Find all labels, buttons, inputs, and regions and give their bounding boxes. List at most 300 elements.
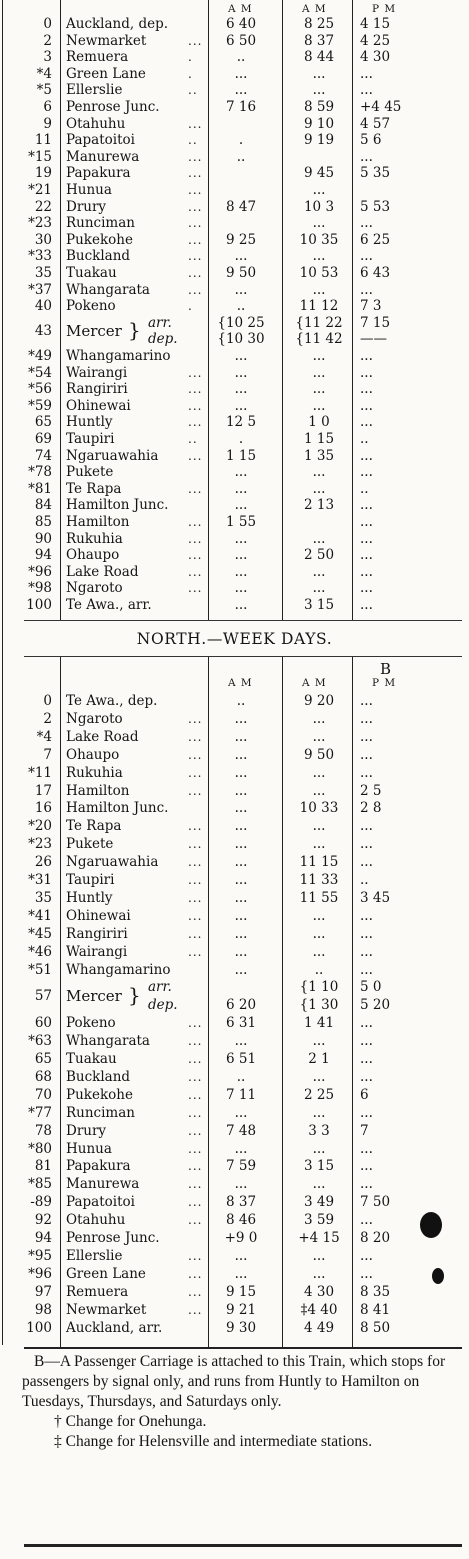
time-cell: ... [360, 746, 373, 763]
leader-dots: .. [188, 133, 198, 148]
mileage: *54 [28, 364, 52, 381]
mileage: 100 [26, 1319, 52, 1336]
timetable-row [0, 165, 469, 181]
bottom-rule [24, 1544, 462, 1547]
timetable-row [0, 1194, 469, 1210]
mileage: 74 [34, 447, 52, 464]
timetable-row [0, 82, 469, 98]
timetable-row [0, 1248, 469, 1264]
time-cell: 2 1 [308, 1051, 330, 1067]
time-cell: ... [234, 710, 248, 727]
mileage: 11 [34, 132, 52, 149]
time-cell: ... [360, 818, 373, 835]
leader-dots: ... [188, 249, 203, 264]
time-cell: ... [312, 1104, 326, 1121]
time-cell: ... [234, 497, 248, 514]
station-name: Otahuhu [66, 115, 126, 132]
time-cell: ... [360, 1140, 373, 1157]
mileage: *23 [28, 836, 52, 853]
mileage: *37 [28, 281, 52, 298]
time-cell: 2 13 [303, 497, 335, 514]
leader-dots: ... [188, 216, 203, 231]
leader-dots: ... [188, 819, 203, 834]
time-cell: 1 15 [225, 447, 257, 464]
leader-dots: ... [188, 365, 203, 380]
col-header-1: A M [228, 3, 253, 15]
station-name: Ngaruawahia [66, 854, 159, 871]
station-name: Te Awa., dep. [66, 693, 158, 709]
time-cell: 11 33 [299, 872, 339, 888]
station-name: Ohaupo [66, 547, 120, 564]
timetable-row [0, 348, 469, 364]
leader-dots: ... [188, 729, 203, 744]
mileage: *78 [28, 464, 52, 481]
leader-dots: ... [188, 908, 203, 923]
time-cell: ... [360, 1176, 373, 1193]
time-cell: 6 [360, 1086, 369, 1103]
train-b-note: B—A Passenger Carriage is attached to this Train, which stops for passengers by signal only, and runs from Huntly to Hamilton on Tuesdays, Thursdays, and Saturdays only. [22, 1353, 446, 1410]
ink-blot [432, 1268, 444, 1284]
timetable-row [0, 564, 469, 580]
col-header-3: P M [372, 677, 397, 689]
mileage: 68 [34, 1068, 52, 1085]
leader-dots: ... [188, 765, 203, 780]
mileage: 69 [34, 431, 52, 447]
mileage: 70 [34, 1086, 52, 1103]
time-cell: ... [312, 710, 326, 727]
time-cell: {10 25 [217, 314, 265, 331]
mileage: 2 [43, 710, 52, 727]
time-cell: 10 3 [303, 198, 335, 215]
time-cell: 8 46 [225, 1212, 257, 1229]
time-cell: ... [360, 1033, 373, 1050]
time-cell: 9 20 [303, 693, 335, 709]
time-cell: .. [360, 872, 369, 888]
time-cell: ... [234, 1033, 248, 1050]
leader-dots: .. [188, 83, 198, 98]
time-cell: 9 45 [303, 165, 335, 182]
time-cell: ... [312, 281, 326, 298]
mileage: 43 [34, 323, 52, 340]
station-name: Rukuhia [66, 764, 123, 781]
mileage: *33 [28, 248, 52, 265]
time-cell: 6 51 [225, 1051, 257, 1067]
station-name: Penrose Junc. [66, 1230, 160, 1246]
time-cell: ... [234, 65, 248, 82]
brace: } [128, 983, 141, 1008]
time-cell: ... [312, 480, 326, 497]
leader-dots: ... [188, 747, 203, 762]
time-cell: 4 25 [360, 32, 391, 49]
time-cell: 6 43 [360, 265, 391, 281]
time-cell: ... [360, 1247, 373, 1264]
leader-dots: ... [188, 149, 203, 164]
timetable-row [0, 711, 469, 727]
leader-dots: ... [188, 1123, 203, 1138]
time-cell: ... [234, 746, 248, 763]
station-name: Remuera [66, 49, 129, 66]
section-rule [24, 620, 462, 621]
time-cell: 1 35 [303, 447, 335, 464]
time-cell: ... [312, 1247, 326, 1264]
double-dagger-note: ‡ Change for Helensville and intermediate stations. [54, 1433, 373, 1450]
station-name: Wairangi [66, 364, 128, 381]
mileage: 16 [34, 800, 52, 817]
time-cell: 4 49 [303, 1319, 335, 1336]
time-cell: 11 12 [299, 298, 339, 315]
time-cell: ... [312, 580, 326, 597]
time-cell: 1 41 [303, 1015, 335, 1032]
time-cell: ... [234, 818, 248, 835]
leader-dots: ... [188, 481, 203, 496]
time-cell: ... [360, 580, 373, 597]
time-cell: .. [314, 961, 324, 978]
station-name: Ohinewai [66, 397, 131, 414]
mileage: 57 [34, 988, 52, 1005]
station-name: Whangamarino [66, 961, 171, 978]
timetable-row [0, 315, 469, 348]
time-cell: 8 25 [303, 16, 335, 32]
time-cell: ... [312, 1140, 326, 1157]
station-name: Drury [66, 1122, 107, 1139]
time-cell: ... [312, 364, 326, 381]
time-cell: —— [360, 331, 387, 348]
time-cell: ... [360, 597, 373, 613]
time-cell: 8 35 [360, 1283, 391, 1300]
time-cell: 2 50 [303, 547, 335, 564]
mileage: 7 [43, 746, 52, 763]
station-name: Drury [66, 198, 107, 215]
timetable-row [0, 836, 469, 852]
time-cell: ... [234, 728, 248, 745]
station-name: Pukete [66, 464, 114, 481]
timetable-row [0, 531, 469, 547]
mileage: *46 [28, 943, 52, 960]
time-cell: 7 48 [225, 1122, 257, 1139]
time-cell: ... [312, 464, 326, 481]
mileage: 81 [34, 1158, 52, 1175]
mileage: *77 [28, 1104, 52, 1121]
station-name: Papakura [66, 165, 131, 182]
leader-dots: ... [188, 1195, 203, 1210]
time-cell: 3 15 [303, 597, 335, 613]
leader-dots: ... [188, 890, 203, 905]
station-name: Pokeno [66, 298, 116, 315]
station-name: Pukete [66, 836, 114, 853]
station-name: Hamilton Junc. [66, 800, 169, 817]
time-cell: . [238, 132, 244, 149]
time-cell: 8 37 [225, 1194, 257, 1211]
timetable-row [0, 481, 469, 497]
time-cell: 5 6 [360, 132, 382, 149]
footnotes [22, 1352, 467, 1452]
leader-dots: ... [188, 855, 203, 870]
mileage: *4 [36, 65, 52, 82]
time-cell: ... [360, 381, 373, 398]
mileage: *20 [28, 818, 52, 835]
brace: } [128, 318, 141, 343]
mileage: 84 [34, 497, 52, 514]
time-cell: ... [234, 364, 248, 381]
time-cell: ... [234, 381, 248, 398]
time-cell: ... [234, 563, 248, 580]
time-cell: {11 42 [295, 331, 343, 348]
timetable-row [0, 365, 469, 381]
leader-dots: ... [188, 944, 203, 959]
time-cell: ... [234, 580, 248, 597]
time-cell: ... [360, 514, 373, 530]
leader-dots: ... [188, 873, 203, 887]
time-cell: ... [234, 597, 248, 613]
dep-label: dep. [148, 331, 178, 348]
mileage: 35 [34, 265, 52, 281]
time-cell: 9 50 [225, 265, 257, 281]
time-cell: ... [234, 480, 248, 497]
time-cell: 6 31 [225, 1015, 257, 1032]
station-name: Te Rapa [66, 480, 122, 497]
mileage: *81 [28, 480, 52, 497]
time-cell: ... [360, 1104, 373, 1121]
leader-dots: ... [188, 1159, 203, 1174]
time-cell: 10 53 [299, 265, 339, 281]
timetable-row [0, 1069, 469, 1085]
ink-blot [420, 1212, 442, 1238]
station-name: Mercer [66, 987, 122, 1006]
time-cell: ... [360, 907, 373, 924]
leader-dots: ... [188, 199, 203, 214]
time-cell: ... [312, 530, 326, 547]
time-cell: ... [234, 889, 248, 906]
mileage: 90 [34, 530, 52, 547]
timetable-row [0, 783, 469, 799]
time-cell: ... [360, 1212, 373, 1229]
time-cell: ... [360, 563, 373, 580]
time-cell: 1 15 [303, 431, 335, 447]
dep-label: dep. [148, 997, 178, 1014]
time-cell: ... [360, 728, 373, 745]
mileage: *4 [36, 728, 52, 745]
timetable-row [0, 448, 469, 464]
mileage: 0 [43, 693, 52, 709]
mileage: *95 [28, 1247, 52, 1264]
time-cell: 7 3 [360, 298, 382, 315]
timetable-row [0, 1033, 469, 1049]
timetable-row [0, 693, 469, 709]
time-cell: .. [236, 1068, 246, 1085]
station-name: Papakura [66, 1158, 131, 1175]
timetable-row [0, 1158, 469, 1174]
time-cell: 8 44 [303, 49, 335, 66]
leader-dots: ... [188, 1177, 203, 1192]
leader-dots: ... [188, 564, 203, 579]
mileage: -89 [30, 1194, 52, 1211]
station-name: Penrose Junc. [66, 99, 160, 115]
time-cell: ... [234, 530, 248, 547]
mileage: 26 [34, 854, 52, 871]
time-cell: ... [360, 693, 373, 709]
timetable-row [0, 464, 469, 480]
time-cell: ... [360, 1015, 373, 1032]
time-cell: ... [312, 907, 326, 924]
leader-dots: ... [188, 1141, 203, 1156]
north-title: NORTH.—WEEK DAYS. [136, 630, 333, 648]
station-name: Lake Road [66, 563, 139, 580]
mileage: *56 [28, 381, 52, 398]
time-cell: ... [312, 1033, 326, 1050]
time-cell: ... [312, 764, 326, 781]
station-name: Rangiriri [66, 381, 128, 398]
time-cell: ... [234, 925, 248, 942]
mileage: 0 [43, 16, 52, 32]
station-name: Ohaupo [66, 746, 120, 763]
time-cell: 3 45 [360, 889, 391, 906]
station-name: Pukekohe [66, 1086, 133, 1103]
time-cell: ... [360, 547, 373, 564]
time-cell: ... [360, 65, 373, 82]
timetable-row [0, 282, 469, 298]
time-cell: ... [234, 1265, 248, 1282]
station-name: Pokeno [66, 1015, 116, 1032]
time-cell: 10 33 [299, 800, 339, 817]
time-cell: ... [234, 464, 248, 481]
timetable-row [0, 729, 469, 745]
timetable-row [0, 580, 469, 596]
time-cell: ... [360, 961, 373, 978]
time-cell: 8 37 [303, 32, 335, 49]
time-cell: 10 35 [299, 231, 339, 248]
mileage: 22 [34, 198, 52, 215]
leader-dots: ... [188, 398, 203, 413]
station-name: Te Awa., arr. [66, 597, 152, 613]
timetable-row [0, 1015, 469, 1031]
time-cell: ... [360, 1051, 373, 1067]
mileage: 30 [34, 231, 52, 248]
time-cell: 8 20 [360, 1230, 391, 1246]
mileage: *5 [36, 82, 52, 99]
timetable-row [0, 890, 469, 906]
station-name: Manurewa [66, 1176, 140, 1193]
station-name: Tuakau [66, 265, 117, 281]
time-cell: ... [234, 1104, 248, 1121]
time-cell: ... [360, 1158, 373, 1175]
time-cell: ... [234, 854, 248, 871]
col-header-2: A M [302, 677, 327, 689]
timetable-row [0, 33, 469, 49]
station-name: Ngaroto [66, 580, 123, 597]
station-name: Auckland, arr. [66, 1319, 163, 1336]
arr-label: arr. [148, 979, 172, 996]
timetable-row [0, 182, 469, 198]
mileage: *96 [28, 563, 52, 580]
time-cell: 5 53 [360, 198, 391, 215]
leader-dots: ... [188, 1087, 203, 1102]
time-cell: ... [360, 497, 373, 514]
timetable-row [0, 908, 469, 924]
time-cell: 9 15 [225, 1283, 257, 1300]
time-cell: .. [360, 431, 369, 447]
mileage: 6 [43, 99, 52, 115]
time-cell: ... [234, 397, 248, 414]
station-name: Whangamarino [66, 348, 171, 364]
station-name: Hamilton Junc. [66, 497, 169, 514]
leader-dots: ... [188, 581, 203, 596]
timetable-row [0, 1105, 469, 1121]
mileage: 9 [43, 115, 52, 132]
mileage: *11 [28, 764, 52, 781]
mileage: *49 [28, 348, 52, 364]
time-cell: 7 59 [225, 1158, 257, 1175]
leader-dots: ... [188, 183, 203, 197]
dagger-note: † Change for Onehunga. [54, 1413, 207, 1430]
station-name: Whangarata [66, 1033, 150, 1050]
mileage: *80 [28, 1140, 52, 1157]
timetable-row [0, 597, 469, 613]
timetable-row [0, 854, 469, 870]
station-name: Hamilton [66, 514, 130, 530]
station-name: Taupiri [66, 872, 115, 888]
timetable-row [0, 765, 469, 781]
leader-dots: ... [188, 1105, 203, 1120]
station-name: Lake Road [66, 728, 139, 745]
timetable-row [0, 1302, 469, 1318]
time-cell: ... [234, 782, 248, 799]
time-cell: ... [234, 872, 248, 888]
timetable-row [0, 514, 469, 530]
timetable-row [0, 926, 469, 942]
leader-dots: ... [188, 1213, 203, 1228]
mileage: 65 [34, 1051, 52, 1067]
time-cell: ... [312, 1265, 326, 1282]
train-b-marker: B [380, 660, 393, 678]
time-cell: {10 30 [217, 331, 265, 348]
time-cell: {1 10 [299, 979, 339, 996]
col-header-2: A M [302, 3, 327, 15]
mileage: 19 [34, 165, 52, 182]
timetable-row [0, 962, 469, 978]
time-cell: 9 30 [225, 1319, 257, 1336]
timetable-row [0, 66, 469, 82]
mileage: 98 [34, 1301, 52, 1318]
time-cell: ... [312, 65, 326, 82]
time-cell: ... [312, 215, 326, 232]
timetable-row [0, 265, 469, 281]
mileage: *51 [28, 961, 52, 978]
timetable-row [0, 1266, 469, 1282]
time-cell: ... [360, 836, 373, 853]
time-cell: 5 20 [360, 997, 391, 1014]
mileage: 65 [34, 414, 52, 431]
time-cell: 4 57 [360, 115, 391, 132]
leader-dots: ... [188, 33, 203, 48]
timetable-row [0, 232, 469, 248]
timetable-row [0, 116, 469, 132]
mileage: 60 [34, 1015, 52, 1032]
mileage: 100 [26, 597, 52, 613]
leader-dots: ... [188, 1284, 203, 1299]
leader-dots: ... [188, 531, 203, 546]
station-name: Huntly [66, 889, 113, 906]
leader-dots: ... [188, 266, 203, 280]
leader-dots: ... [188, 926, 203, 941]
time-cell: ... [360, 1265, 373, 1282]
timetable-row [0, 872, 469, 888]
mileage: 40 [34, 298, 52, 315]
leader-dots: ... [188, 515, 203, 529]
station-name: Wairangi [66, 943, 128, 960]
time-cell: 2 25 [303, 1086, 335, 1103]
timetable-row [0, 1230, 469, 1246]
station-name: Runciman [66, 1104, 135, 1121]
